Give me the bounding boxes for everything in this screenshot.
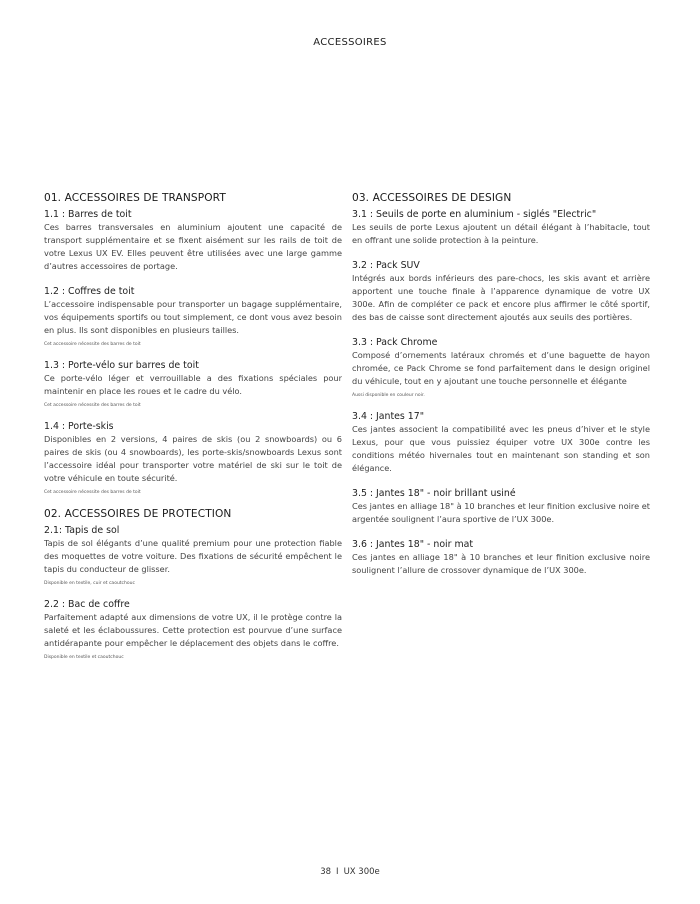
item-title: 3.1 : Seuils de porte en aluminium - siglés "Electric" [352, 209, 597, 220]
item-title: 1.2 : Coffres de toit [44, 286, 135, 297]
item-floor-mats [44, 525, 342, 586]
item-body: Ce porte-vélo léger et verrouillable a des fixations spéciales pour maintenir en place les roues et le cadre du vélo. [44, 373, 342, 396]
item-body: L’accessoire indispensable pour transporter un bagage supplémentaire, vos équipements sportifs ou tout simplement, ce dont vous avez besoin en plus. Ils sont disponibles en plusieurs tailles. [44, 299, 342, 335]
item-title: 2.1: Tapis de sol [44, 525, 120, 536]
item-title: 3.6 : Jantes 18" - noir mat [352, 539, 474, 550]
item-body: Disponibles en 2 versions, 4 paires de skis (ou 2 snowboards) ou 6 paires de skis (ou 4 snowboards), les porte-skis/snowboards Lexus sont l’accessoire idéal pour transporter votre matériel de ski sur le toit de votre véhicule en toute sécurité. [44, 434, 342, 483]
item-note: Cet accessoire nécessite des barres de toit [44, 342, 141, 347]
item-suv-pack [352, 260, 650, 324]
item-roof-boxes [44, 286, 342, 347]
item-title: 2.2 : Bac de coffre [44, 599, 130, 610]
item-roof-bars [44, 209, 342, 273]
item-body: Les seuils de porte Lexus ajoutent un détail élégant à l’habitacle, tout en offrant une solide protection à la peinture. [352, 222, 650, 245]
item-body: Ces jantes associent la compatibilité avec les pneus d’hiver et le style Lexus, pour que vous puissiez équiper votre UX 300e contre les conditions météo hivernales tout en maintenant son standing et son élégance. [352, 424, 650, 473]
section-title: 01. ACCESSOIRES DE TRANSPORT [44, 192, 226, 204]
item-wheels-18-gloss [352, 488, 650, 526]
item-title: 1.4 : Porte-skis [44, 421, 114, 432]
item-title: 3.2 : Pack SUV [352, 260, 420, 271]
item-title: 1.3 : Porte-vélo sur barres de toit [44, 360, 199, 371]
model-name: UX 300e [343, 867, 380, 877]
section-title: 03. ACCESSOIRES DE DESIGN [352, 192, 512, 204]
item-note: Aussi disponible en couleur noir. [352, 393, 425, 398]
item-note: Disponible en textile et caoutchouc [44, 655, 124, 660]
right-column [352, 192, 650, 590]
item-bike-carrier [44, 360, 342, 408]
section-design [352, 192, 650, 577]
page-number: 38 [320, 867, 332, 877]
item-body: Ces jantes en alliage 18" à 10 branches et leur finition exclusive noire et argentée soulignent l’aura sportive de l’UX 300e. [352, 501, 650, 524]
section-transport [44, 192, 342, 495]
item-wheels-18-matte [352, 539, 650, 577]
section-protection [44, 508, 342, 660]
footer-separator: I [336, 867, 339, 877]
item-body: Ces barres transversales en aluminium ajoutent une capacité de transport supplémentaire et se fixent aisément sur les rails de toit de votre Lexus UX EV. Elles peuvent être utilisées avec une large gamme d’autres accessoires de portage. [44, 222, 342, 271]
item-note: Cet accessoire nécessite des barres de toit [44, 403, 141, 408]
item-title: 3.5 : Jantes 18" - noir brillant usiné [352, 488, 516, 499]
item-body: Tapis de sol élégants d’une qualité premium pour une protection fiable des moquettes de votre voiture. Des fixations de sécurité empêchent le tapis du conducteur de glisser. [44, 538, 342, 574]
left-column [44, 192, 342, 673]
item-note: Cet accessoire nécessite des barres de toit [44, 490, 141, 495]
item-title: 3.4 : Jantes 17" [352, 411, 425, 422]
item-note: Disponible en textile, cuir et caoutchouc [44, 581, 135, 586]
item-ski-carrier [44, 421, 342, 495]
page-header: ACCESSOIRES [313, 37, 387, 48]
item-body: Intégrés aux bords inférieurs des pare-chocs, les skis avant et arrière apportent une touche finale à l’apparence dynamique de votre UX 300e. Afin de compléter ce pack et encore plus affirmer le côté sportif, des bas de caisse sont directement ajoutés aux seuils des portières. [352, 273, 650, 322]
item-body: Ces jantes en alliage 18" à 10 branches et leur finition exclusive noire soulignent l’allure de crossover dynamique de l’UX 300e. [352, 552, 650, 575]
section-title: 02. ACCESSOIRES DE PROTECTION [44, 508, 232, 520]
item-chrome-pack [352, 337, 650, 398]
item-boot-liner [44, 599, 342, 660]
page-footer [0, 867, 700, 877]
item-title: 3.3 : Pack Chrome [352, 337, 438, 348]
item-door-sills [352, 209, 650, 247]
item-body: Parfaitement adapté aux dimensions de votre UX, il le protège contre la saleté et les éclaboussures. Cette protection est pourvue d’une surface antidérapante pour empêcher le déplacement des objets dans le coffre. [44, 612, 342, 648]
item-title: 1.1 : Barres de toit [44, 209, 132, 220]
item-wheels-17 [352, 411, 650, 475]
item-body: Composé d’ornements latéraux chromés et d’une baguette de hayon chromée, ce Pack Chrome se fond parfaitement dans le design originel du véhicule, tout en y ajoutant une touche personnelle et élégante [352, 350, 650, 386]
